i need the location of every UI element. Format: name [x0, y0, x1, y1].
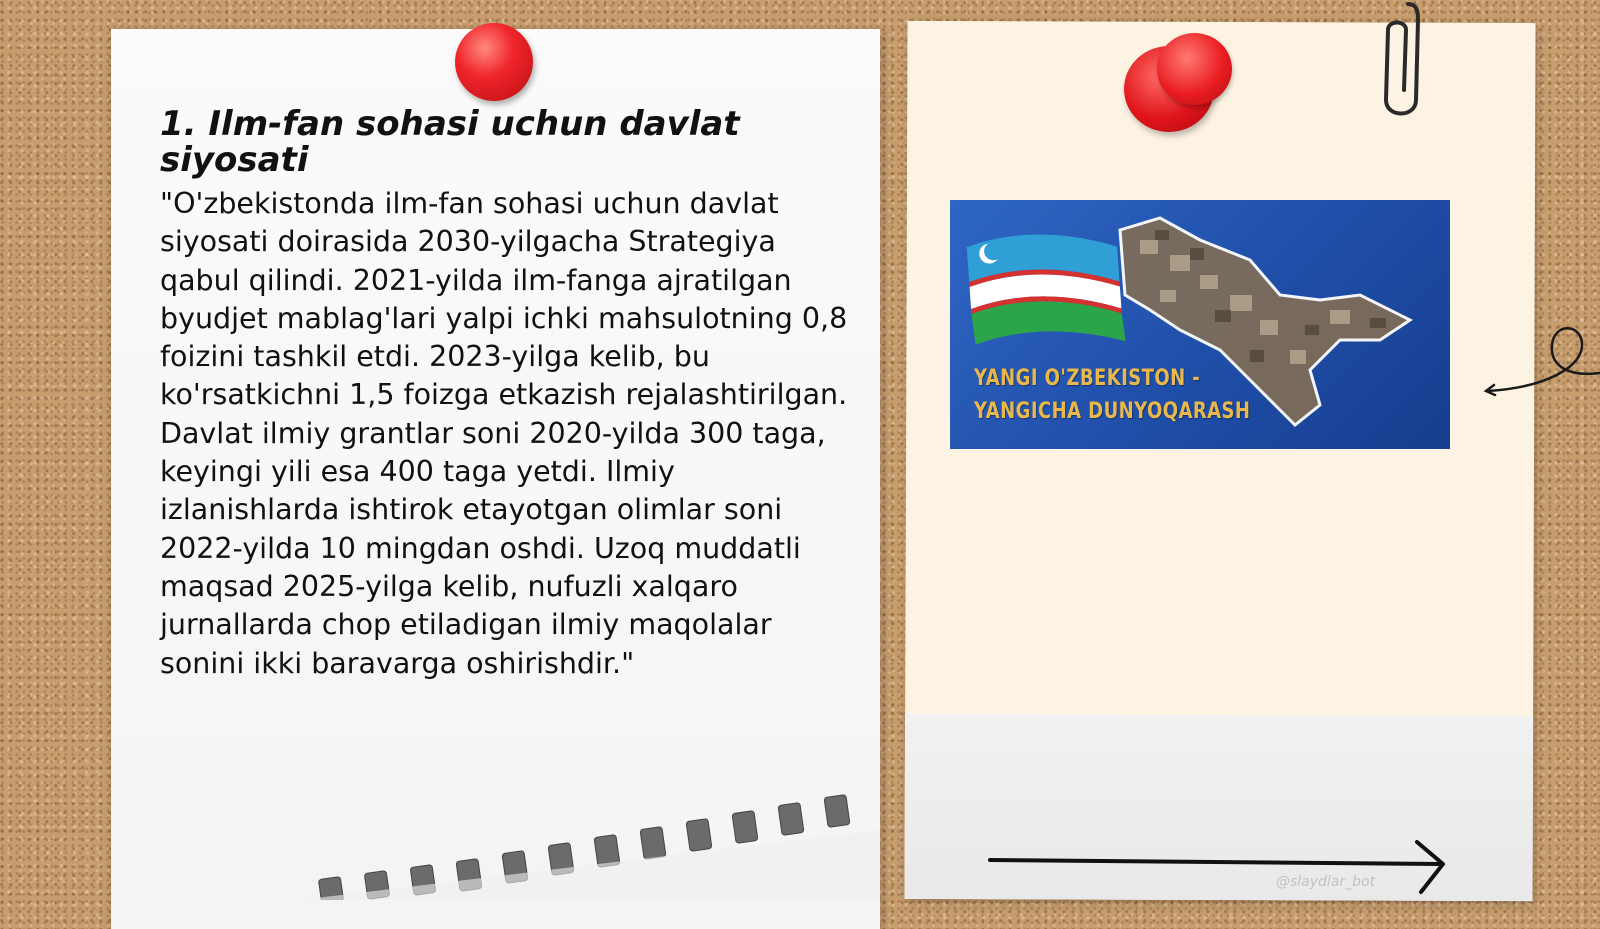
banner-slogan — [974, 362, 1250, 428]
right-note-paper — [904, 21, 1535, 901]
red-pushpin-icon — [1157, 33, 1232, 105]
right-arrow-icon — [985, 838, 1450, 898]
curly-arrow-doodle-icon — [1480, 315, 1600, 405]
slide-body-text: "O'zbekistonda ilm-fan sohasi uchun davlat siyosati doirasida 2030-yilgacha Strategiya qabul qilindi. 2021-yilda ilm-fanga ajratilgan byudjet mablag'lari yalpi ichki mahsulotning 0,8 foizini tashkil etdi. 2023-yilga kelib, bu ko'rsatkichni 1,5 foizga etkazish rejalashtirilgan. Davlat ilmiy grantlar soni 2020-yilda 300 taga, keyingi yili esa 400 taga yetdi. Ilmiy izlanishlarda ishtirok etayotgan olimlar soni 2022-yilda 10 mingdan oshdi. Uzoq muddatli maqsad 2025-yilga kelib, nufuzli xalqaro jurnallarda chop etiladigan ilmiy maqolalar sonini ikki baravarga oshirishdir." — [160, 187, 848, 680]
banner-image — [950, 200, 1450, 449]
slide-heading: 1. Ilm-fan sohasi uchun davlat siyosati — [160, 104, 740, 180]
red-pushpin-icon — [455, 23, 533, 101]
notebook-tabs-decoration — [300, 790, 880, 900]
paperclip-icon — [1378, 0, 1422, 125]
banner-line-2: YANGICHA DUNYOQARASH — [974, 399, 1251, 424]
watermark-text: @slaydlar_bot — [1276, 874, 1376, 890]
banner-line-1: YANGI O'ZBEKISTON - — [974, 366, 1201, 391]
